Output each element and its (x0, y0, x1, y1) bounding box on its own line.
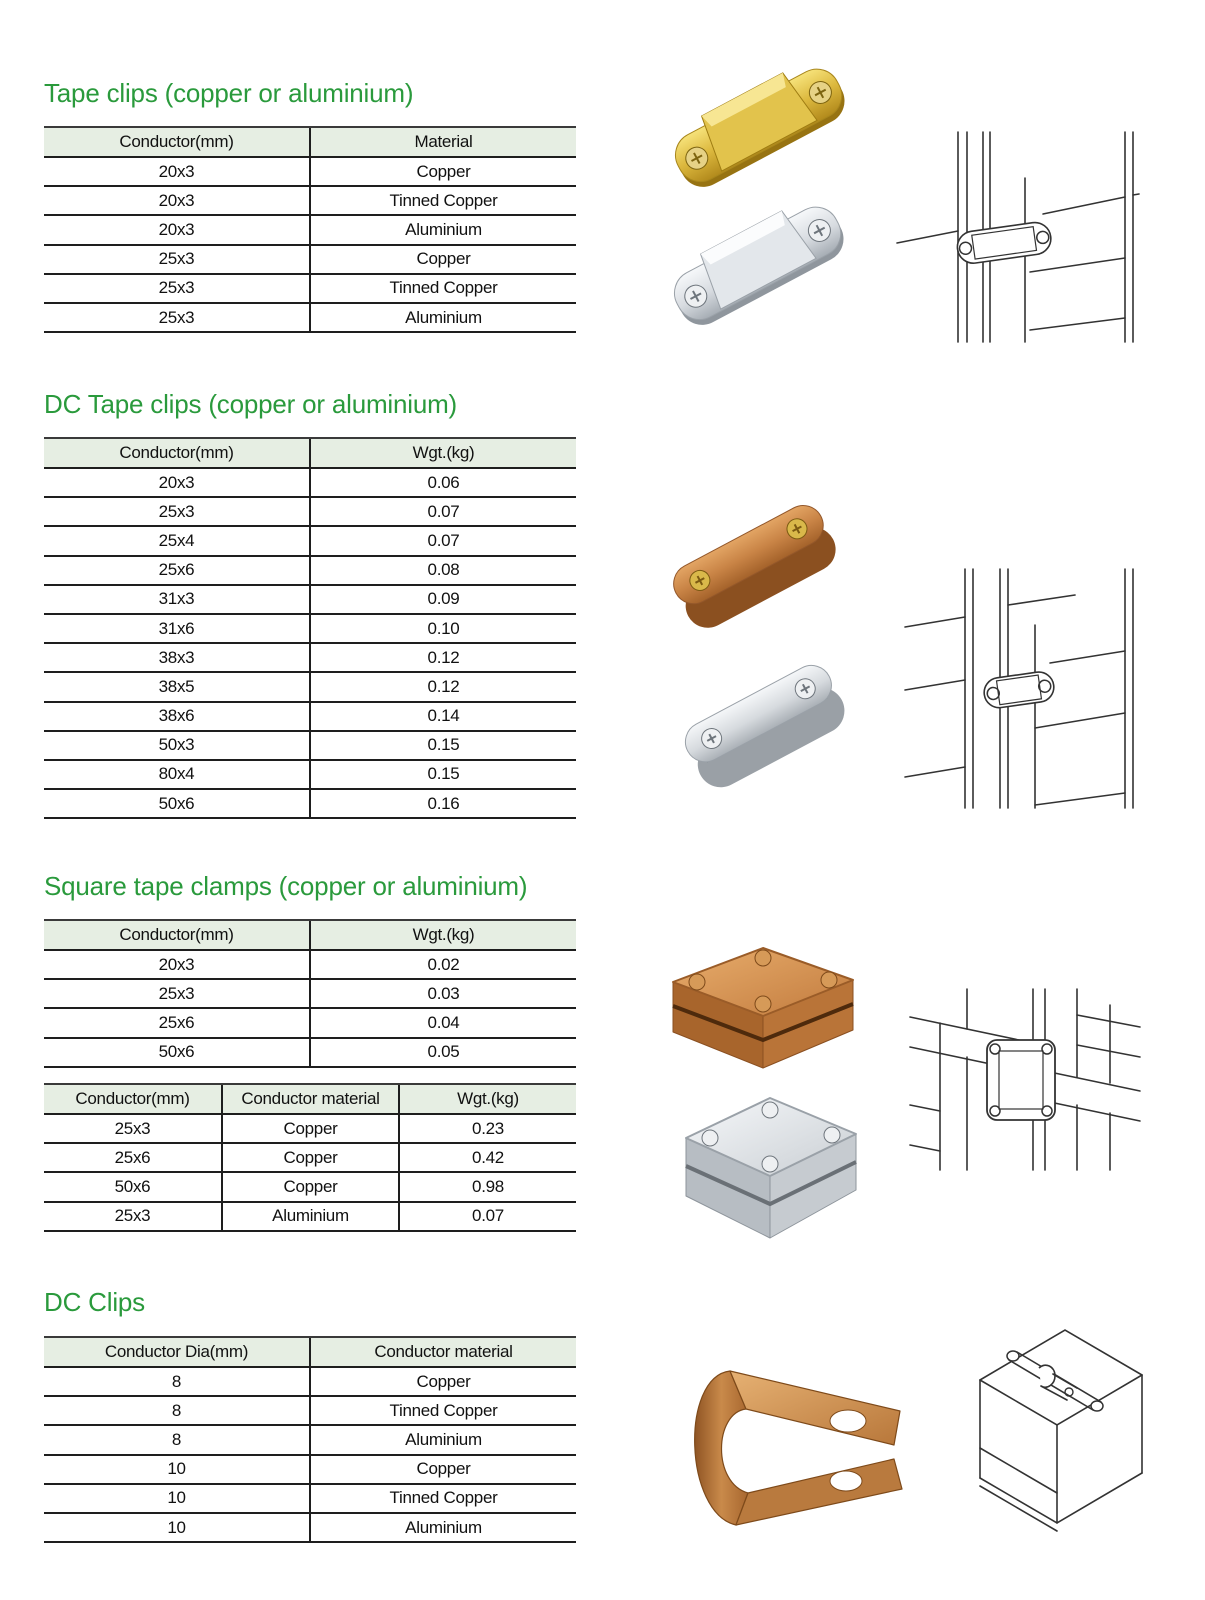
table-row (44, 498, 576, 527)
material-cell: Copper (221, 1115, 398, 1142)
table-row (44, 304, 576, 333)
weight-cell: 0.15 (309, 761, 576, 788)
table-header (44, 919, 576, 951)
weight-cell: 0.02 (309, 951, 576, 978)
table-row (44, 951, 576, 980)
weight-cell: 0.03 (309, 980, 576, 1007)
diameter-cell: 8 (171, 1400, 182, 1420)
copper-dc-tape-clip-photo (665, 495, 845, 635)
table-row (44, 187, 576, 216)
aluminium-tape-clip-photo (663, 192, 855, 337)
weight-cell: 0.16 (309, 790, 576, 817)
conductor-cell: 50x6 (158, 1042, 195, 1062)
header-weight: Wgt.(kg) (309, 921, 576, 949)
dc-clip-installation-drawing (975, 1328, 1145, 1548)
table-row (44, 1115, 576, 1144)
material-cell: Tinned Copper (309, 187, 576, 214)
table-row (44, 586, 576, 615)
dc-tape-clips-title: DC Tape clips (copper or aluminium) (44, 389, 458, 419)
conductor-cell: 20x3 (158, 954, 195, 974)
conductor-cell: 50x3 (158, 735, 195, 755)
square-tape-clamps-title: Square tape clamps (copper or aluminium) (44, 871, 528, 901)
material-cell: Aluminium (221, 1203, 398, 1230)
material-cell: Aluminium (309, 1426, 576, 1453)
table-row (44, 1456, 576, 1485)
conductor-cell: 20x3 (158, 190, 195, 210)
weight-cell: 0.07 (398, 1203, 576, 1230)
conductor-cell: 25x3 (158, 249, 195, 269)
tape-clips-title: Tape clips (copper or aluminium) (44, 78, 414, 108)
header-conductor: Conductor(mm) (119, 443, 234, 462)
conductor-cell: 25x3 (158, 278, 195, 298)
weight-cell: 0.23 (398, 1115, 576, 1142)
conductor-cell: 25x6 (114, 1147, 151, 1167)
conductor-cell: 25x3 (114, 1206, 151, 1226)
weight-cell: 0.12 (309, 673, 576, 700)
aluminium-dc-tape-clip-photo (680, 650, 850, 800)
dc-clips-title: DC Clips (44, 1287, 145, 1317)
conductor-cell: 50x6 (158, 793, 195, 813)
dc-tape-clip-installation-drawing (900, 565, 1140, 815)
header-weight: Wgt.(kg) (309, 439, 576, 467)
conductor-cell: 20x3 (158, 219, 195, 239)
table-row (44, 275, 576, 304)
table-row (44, 1397, 576, 1426)
table-row (44, 1039, 576, 1068)
square-tape-clamps-table (44, 919, 576, 1068)
weight-cell: 0.07 (309, 527, 576, 554)
header-conductor: Conductor(mm) (119, 925, 234, 944)
conductor-cell: 31x3 (158, 589, 195, 609)
table-header (44, 437, 576, 469)
table-row (44, 1368, 576, 1397)
conductor-cell: 38x5 (158, 676, 195, 696)
header-conductor: Conductor(mm) (119, 132, 234, 151)
table-row (44, 1009, 576, 1038)
table-row (44, 469, 576, 498)
conductor-cell: 20x3 (158, 472, 195, 492)
table-row (44, 1485, 576, 1514)
table-row (44, 1514, 576, 1543)
conductor-cell: 38x3 (158, 647, 195, 667)
weight-cell: 0.09 (309, 586, 576, 613)
tape-clip-installation-drawing (893, 130, 1143, 345)
square-tape-clamps-material-table (44, 1083, 576, 1232)
table-row (44, 615, 576, 644)
header-weight: Wgt.(kg) (398, 1085, 576, 1113)
material-cell: Copper (221, 1144, 398, 1171)
material-cell: Copper (309, 246, 576, 273)
header-conductor-material: Conductor material (221, 1085, 398, 1113)
table-row (44, 644, 576, 673)
table-row (44, 246, 576, 275)
material-cell: Aluminium (309, 1514, 576, 1541)
material-cell: Aluminium (309, 304, 576, 331)
weight-cell: 0.42 (398, 1144, 576, 1171)
conductor-cell: 31x6 (158, 618, 195, 638)
table-row (44, 1173, 576, 1202)
weight-cell: 0.10 (309, 615, 576, 642)
conductor-cell: 20x3 (158, 161, 195, 181)
brass-tape-clip-photo (665, 60, 855, 196)
header-material: Material (309, 128, 576, 156)
header-conductor-material: Conductor material (309, 1338, 576, 1366)
table-row (44, 527, 576, 556)
weight-cell: 0.07 (309, 498, 576, 525)
table-row (44, 158, 576, 187)
material-cell: Copper (309, 1368, 576, 1395)
conductor-cell: 25x3 (158, 983, 195, 1003)
weight-cell: 0.15 (309, 732, 576, 759)
weight-cell: 0.05 (309, 1039, 576, 1066)
conductor-cell: 25x4 (158, 530, 195, 550)
weight-cell: 0.14 (309, 703, 576, 730)
square-clamp-installation-drawing (905, 985, 1145, 1175)
material-cell: Copper (221, 1173, 398, 1200)
material-cell: Copper (309, 1456, 576, 1483)
header-conductor: Conductor(mm) (75, 1089, 190, 1108)
material-cell: Tinned Copper (309, 1397, 576, 1424)
weight-cell: 0.98 (398, 1173, 576, 1200)
weight-cell: 0.06 (309, 469, 576, 496)
table-row (44, 673, 576, 702)
dc-tape-clips-table (44, 437, 576, 819)
table-row (44, 1144, 576, 1173)
diameter-cell: 8 (171, 1429, 182, 1449)
copper-square-tape-clamp-photo (665, 940, 860, 1075)
aluminium-square-tape-clamp-photo (678, 1088, 863, 1248)
table-row (44, 703, 576, 732)
weight-cell: 0.08 (309, 557, 576, 584)
conductor-cell: 25x3 (114, 1118, 151, 1138)
diameter-cell: 10 (167, 1459, 186, 1479)
conductor-cell: 50x6 (114, 1176, 151, 1196)
conductor-cell: 80x4 (158, 764, 195, 784)
table-header (44, 1336, 576, 1368)
table-row (44, 761, 576, 790)
dc-clips-table (44, 1336, 576, 1543)
material-cell: Tinned Copper (309, 1485, 576, 1512)
table-header (44, 126, 576, 158)
table-row (44, 216, 576, 245)
diameter-cell: 10 (167, 1488, 186, 1508)
diameter-cell: 10 (167, 1517, 186, 1537)
table-header (44, 1083, 576, 1115)
table-row (44, 732, 576, 761)
table-row (44, 557, 576, 586)
material-cell: Copper (309, 158, 576, 185)
conductor-cell: 25x6 (158, 560, 195, 580)
material-cell: Tinned Copper (309, 275, 576, 302)
copper-dc-clip-photo (688, 1365, 908, 1530)
table-row (44, 980, 576, 1009)
table-row (44, 1203, 576, 1232)
header-conductor-dia: Conductor Dia(mm) (104, 1342, 249, 1361)
table-row (44, 790, 576, 819)
conductor-cell: 25x3 (158, 501, 195, 521)
weight-cell: 0.12 (309, 644, 576, 671)
material-cell: Aluminium (309, 216, 576, 243)
conductor-cell: 25x3 (158, 307, 195, 327)
tape-clips-table (44, 126, 576, 333)
weight-cell: 0.04 (309, 1009, 576, 1036)
conductor-cell: 38x6 (158, 706, 195, 726)
table-row (44, 1426, 576, 1455)
diameter-cell: 8 (171, 1371, 182, 1391)
conductor-cell: 25x6 (158, 1012, 195, 1032)
